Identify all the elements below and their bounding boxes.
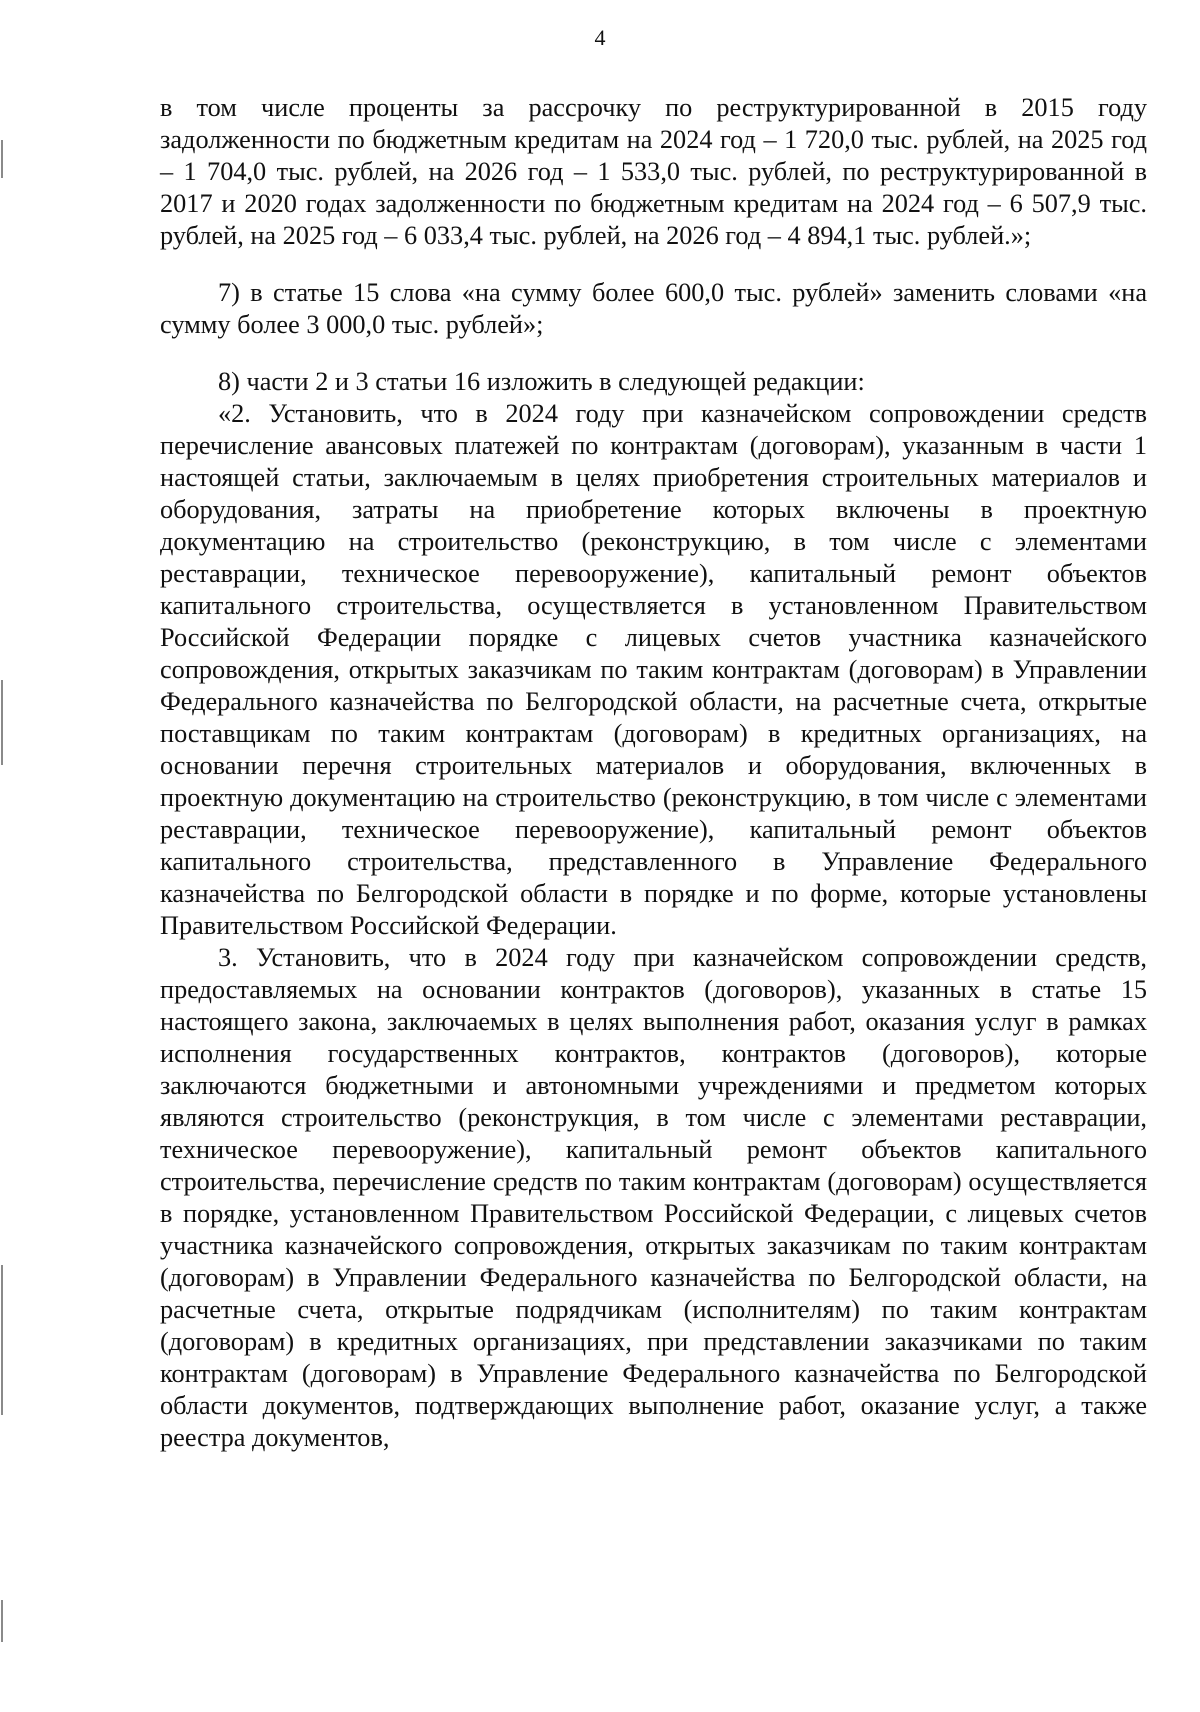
paragraph-part-2: «2. Установить, что в 2024 году при казначейском сопровождении средств перечисление авансовых платежей по контрактам (договорам), указанным в части 1 настоящей статьи, заключаемым в целях приобретения строительных материалов и оборудования, затраты на приобретение которых включены в проектную документацию на строительство (реконструкцию, в том числе с элементами реставрации, техническое перевооружение), капитальный ремонт объектов капитального строительства, осуществляется в установленном Правительством Российской Федерации порядке с лицевых счетов участника казначейского сопровождения, открытых заказчикам по таким контрактам (договорам) в Управлении Федерального казначейства по Белгородской области, на расчетные счета, открытые поставщикам по таким контрактам (договорам) в кредитных организациях, на основании перечня строительных материалов и оборудования, включенных в проектную документацию на строительство (реконструкцию, в том числе с элементами реставрации, техническое перевооружение), капитальный ремонт объектов капитального строительства, представленного в Управление Федерального казначейства по Белгородской области в порядке и по форме, которые установлены Правительством Российской Федерации.: [160, 399, 1147, 940]
document-body: [160, 92, 1147, 1454]
page-number: 4: [594, 25, 606, 50]
paragraph-part-3: 3. Установить, что в 2024 году при казначейском сопровождении средств, предоставляемых на основании контрактов (договоров), указанных в статье 15 настоящего закона, заключаемых в целях выполнения работ, оказания услуг в рамках исполнения государственных контрактов, контрактов (договоров), которые заключаются бюджетными и автономными учреждениями и предметом которых являются строительство (реконструкция, в том числе с элементами реставрации, техническое перевооружение), капитальный ремонт объектов капитального строительства, перечисление средств по таким контрактам (договорам) осуществляется в порядке, установленном Правительством Российской Федерации, с лицевых счетов участника казначейского сопровождения, открытых заказчикам по таким контрактам (договорам) в Управлении Федерального казначейства по Белгородской области, на расчетные счета, открытые подрядчикам (исполнителям) по таким контрактам (договорам) в кредитных организациях, при представлении заказчиками по таким контрактам (договорам) в Управление Федерального казначейства по Белгородской области документов, подтверждающих выполнение работ, оказание услуг, а также реестра документов,: [160, 943, 1147, 1452]
scan-edge-mark: [1, 140, 3, 178]
paragraph-continuation: в том числе проценты за рассрочку по реструктурированной в 2015 году задолженности по бюджетным кредитам на 2024 год – 1 720,0 тыс. рублей, на 2025 год – 1 704,0 тыс. рублей, на 2026 год – 1 533,0 тыс. рублей, по реструктурированной в 2017 и 2020 годах задолженности по бюджетным кредитам на 2024 год – 6 507,9 тыс. рублей, на 2025 год – 6 033,4 тыс. рублей, на 2026 год – 4 894,1 тыс. рублей.»;: [160, 93, 1147, 250]
scan-edge-mark: [1, 1600, 3, 1642]
paragraph-item-8: 8) части 2 и 3 статьи 16 изложить в следующей редакции:: [218, 367, 865, 396]
paragraph-item-7: 7) в статье 15 слова «на сумму более 600,0 тыс. рублей» заменить словами «на сумму более 3 000,0 тыс. рублей»;: [160, 278, 1147, 339]
scan-edge-mark: [1, 680, 3, 765]
scan-edge-mark: [1, 1265, 3, 1415]
